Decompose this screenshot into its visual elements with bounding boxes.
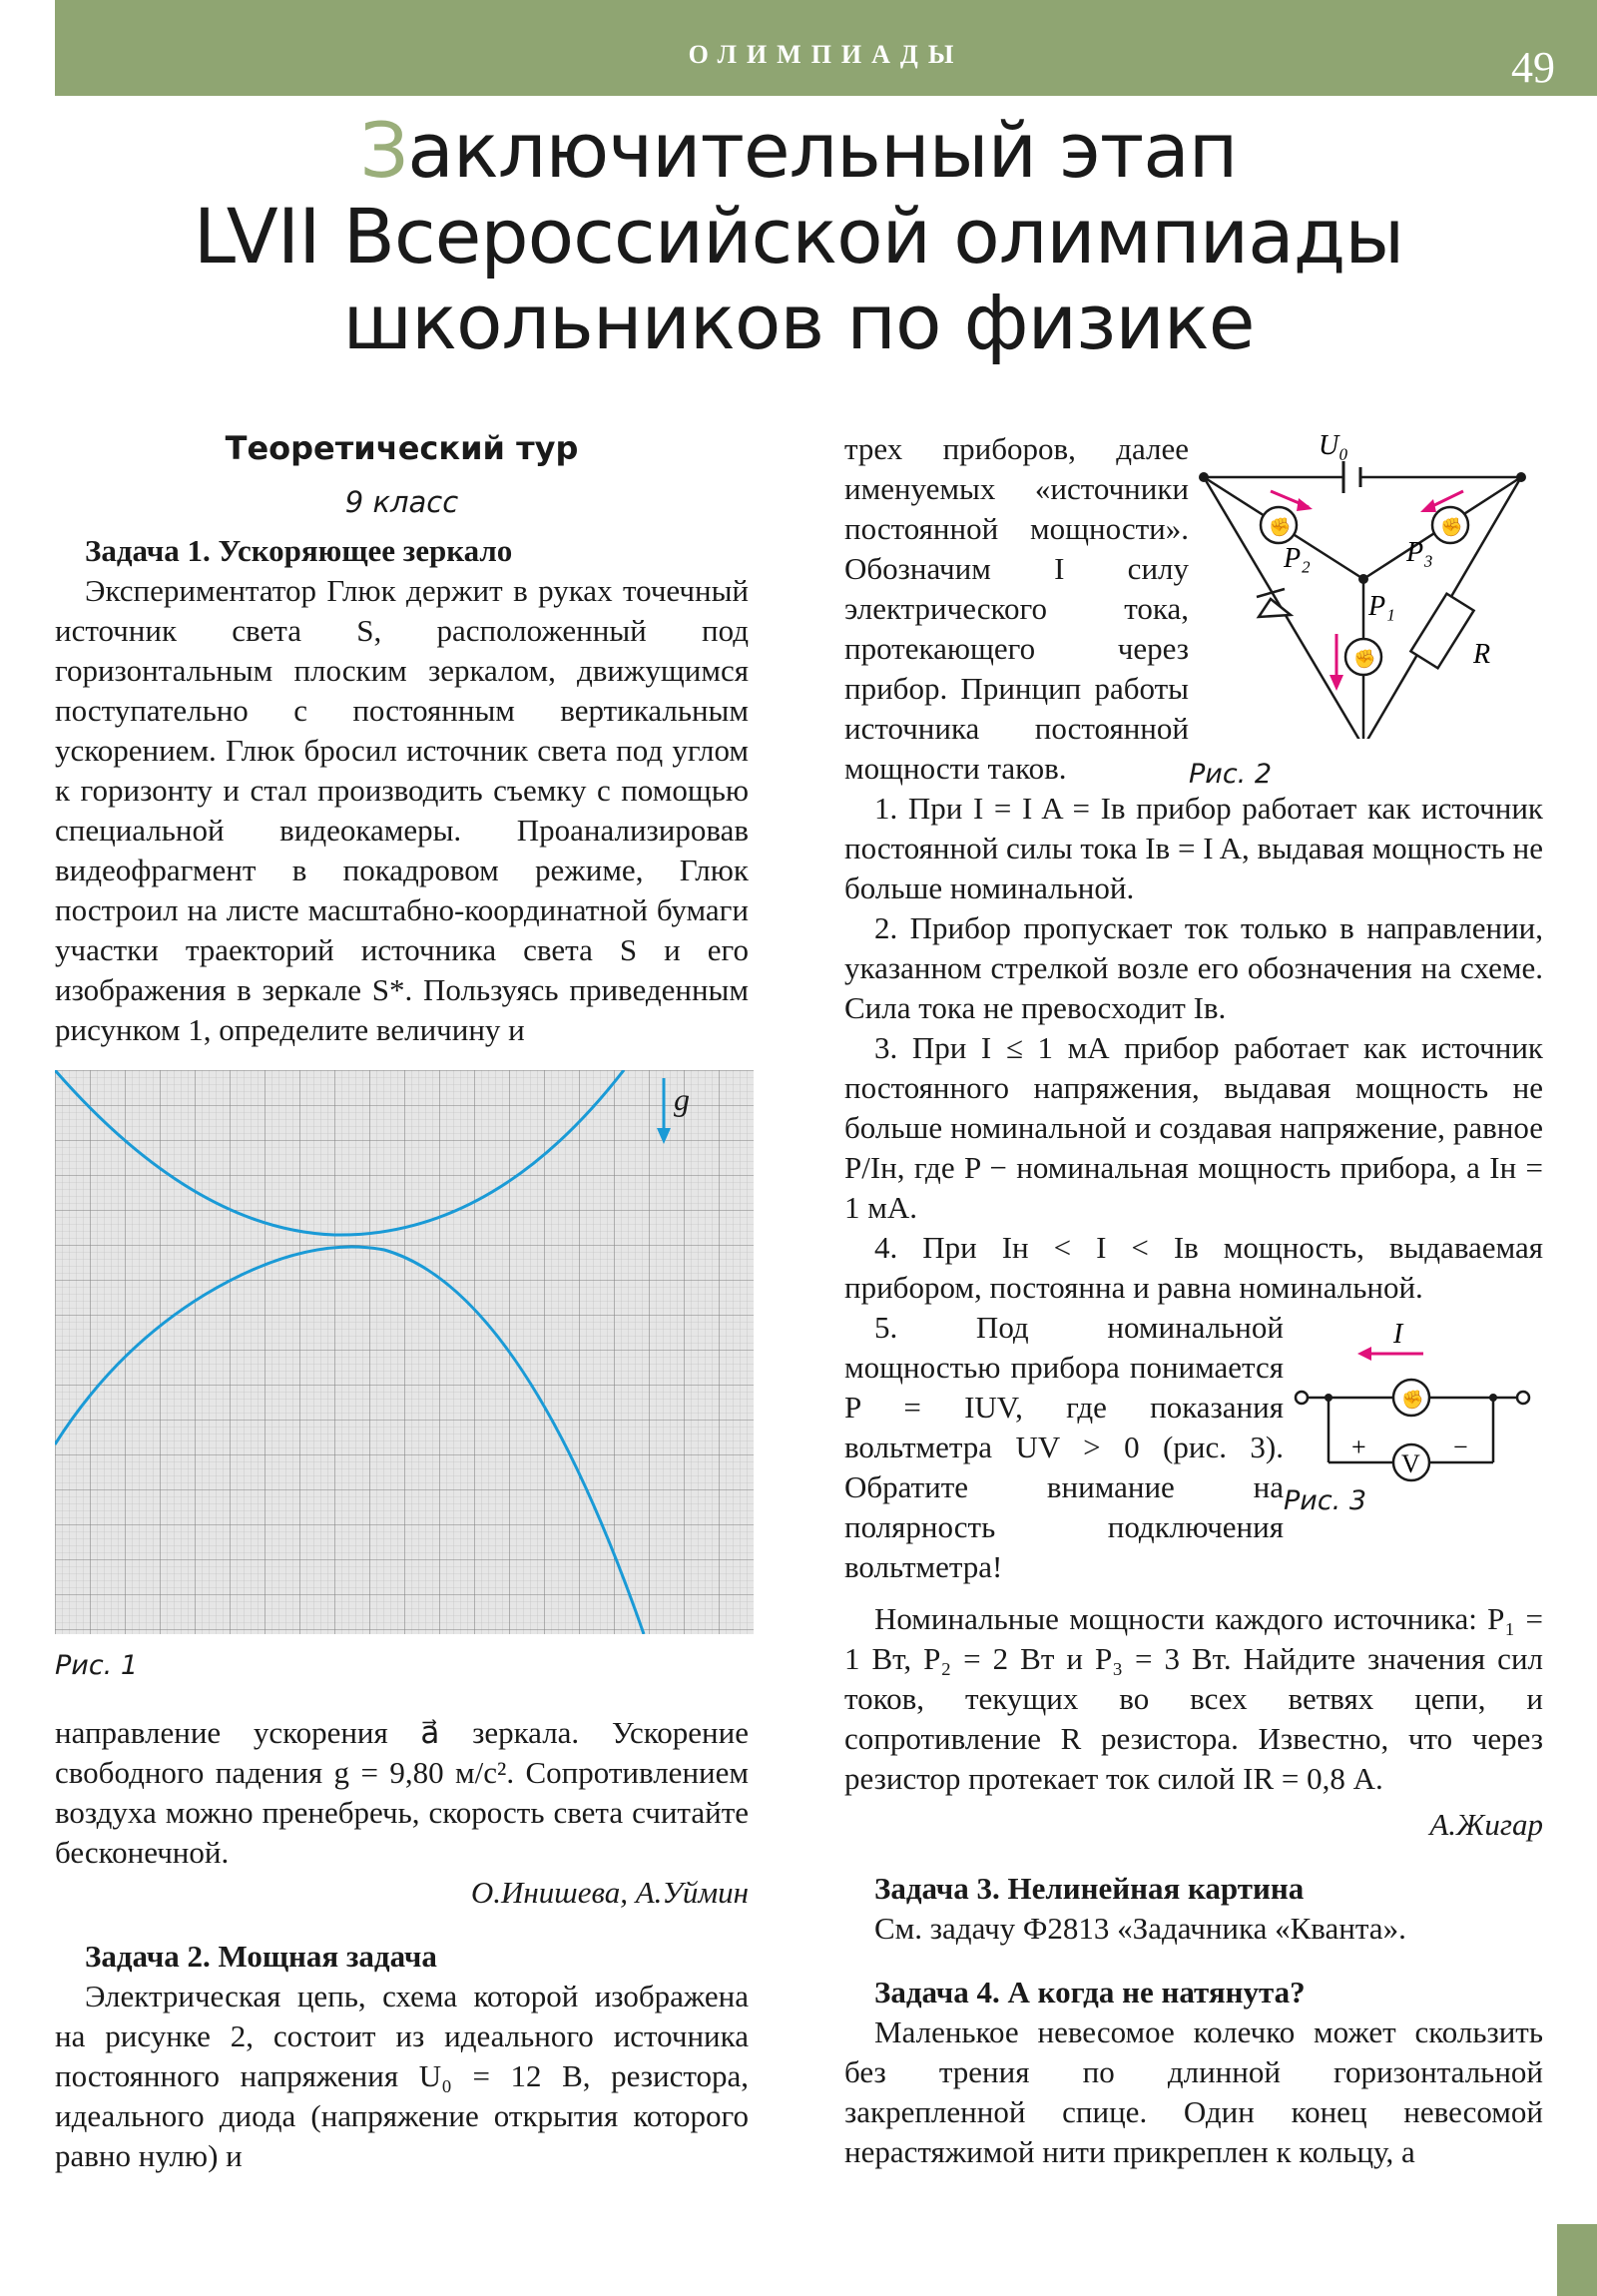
svg-text:✊: ✊ <box>1353 649 1376 669</box>
task2-item-3: 3. При I ≤ 1 мА прибор работает как источник постоянного напряжения, выдавая мощность не больше номинальной и создавая напряжение, равное P/Iн, где P − номинальная мощность прибора, а Iн = 1 мА. <box>844 1030 1543 1225</box>
tour-heading: Теоретический тур <box>225 429 579 467</box>
svg-text:U₀: U₀ <box>1319 430 1348 461</box>
svg-text:P₁: P₁ <box>1368 591 1395 622</box>
section-title: ОЛИМПИАДЫ <box>688 40 964 69</box>
task1-authors: О.Инишева, А.Уймин <box>470 1875 749 1910</box>
left-column <box>55 429 749 2176</box>
svg-text:P₂: P₂ <box>1284 543 1311 574</box>
fig2-caption: Рис. 2 <box>1189 759 1273 790</box>
task2-author: А.Жигар <box>1429 1807 1543 1842</box>
svg-text:V: V <box>1401 1449 1420 1478</box>
task3-title: Задача 3. Нелинейная картина <box>874 1871 1305 1906</box>
page-title: Заключительный этап LVII Всероссийской олимпиады школьников по физике <box>193 106 1404 366</box>
task2-item-4: 4. При Iн < I < Iв мощность, выдаваемая прибором, постоянна и равна номинальной. <box>844 1230 1543 1305</box>
fig1-caption: Рис. 1 <box>55 1650 139 1681</box>
page-corner-tab <box>1557 2224 1597 2296</box>
figure-1 <box>55 1070 754 1634</box>
header-bar <box>55 0 1597 96</box>
task1-text2: направление ускорения a⃗ зеркала. Ускорение свободного падения g = 9,80 м/с². Сопротивлением воздуха можно пренебречь, скорость света считайте бесконечной. <box>55 1715 749 1870</box>
svg-text:✊: ✊ <box>1269 517 1292 537</box>
figure-3 <box>1284 1308 1543 1482</box>
page-number: 49 <box>1511 43 1555 92</box>
g-label: g <box>674 1081 690 1117</box>
task2-text: Электрическая цепь, схема которой изображена на рисунке 2, состоит из идеального источника постоянного напряжения U₀ = 12 В, резистора, идеального диода (напряжение открытия которого равно нулю) и <box>55 1979 749 2173</box>
task2-right-float: трех приборов, далее именуемых «источники постоянной мощности». Обозначим I силу электрического тока, протекающего через прибор. Принцип работы источника постоянной мощности таков. <box>844 431 1189 786</box>
task2-item-5: 5. Под номинальной мощностью прибора понимается P = IUV, где показания вольтметра UV > 0 (рис. 3). Обратите внимание на полярность подключения вольтметра! <box>844 1310 1284 1584</box>
figure-2 <box>1189 429 1543 739</box>
task2-item-2: 2. Прибор пропускает ток только в направлении, указанном стрелкой возле его обозначения на схеме. Сила тока не превосходит Iв. <box>844 910 1543 1025</box>
right-column <box>844 429 1543 2172</box>
svg-text:+: + <box>1351 1433 1366 1461</box>
task2-title: Задача 2. Мощная задача <box>85 1939 437 1974</box>
svg-text:P₃: P₃ <box>1406 537 1433 568</box>
svg-text:R: R <box>1473 639 1491 670</box>
svg-text:I: I <box>1393 1319 1403 1350</box>
task1-title: Задача 1. Ускоряющее зеркало <box>85 533 513 568</box>
svg-text:✊: ✊ <box>1401 1390 1424 1410</box>
task2-text3: Номинальные мощности каждого источника: P₁ = 1 Вт, P₂ = 2 Вт и P₃ = 3 Вт. Найдите значения сил токов, текущих во всех ветвях цепи, и сопротивление R резистора. Известно, что через резистор протекает ток силой IR = 0,8 А. <box>844 1601 1543 1796</box>
task4-text: Маленькое невесомое колечко может скользить без трения по длинной горизонтальной закрепленной спице. Один конец невесомой нерастяжимой нити прикреплен к кольцу, а <box>844 2014 1543 2169</box>
grade-label: 9 класс <box>344 485 459 519</box>
svg-text:✊: ✊ <box>1440 517 1463 537</box>
fig3-caption: Рис. 3 <box>1284 1485 1367 1516</box>
svg-text:−: − <box>1453 1433 1468 1461</box>
task3-text: См. задачу Ф2813 «Задачника «Кванта». <box>874 1911 1406 1946</box>
task2-item-1: 1. При I = I A = Iв прибор работает как источник постоянной силы тока Iв = I A, выдавая мощность не больше номинальной. <box>844 791 1543 905</box>
task1-text: Экспериментатор Глюк держит в руках точечный источник света S, расположенный под горизонтальным плоским зеркалом, движущимся поступательно с постоянным вертикальным ускорением. Глюк бросил источник света под углом к горизонту и стал производить съемку с помощью специальной видеокамеры. Проанализировав видеофрагмент в покадровом режиме, Глюк построил на листе масштабно-координатной бумаги участки траекторий источника света S и его изображения в зеркале S*. Пользуясь приведенным рисунком 1, определите величину и <box>55 573 749 1047</box>
task4-title: Задача 4. А когда не натянута? <box>874 1975 1306 2009</box>
